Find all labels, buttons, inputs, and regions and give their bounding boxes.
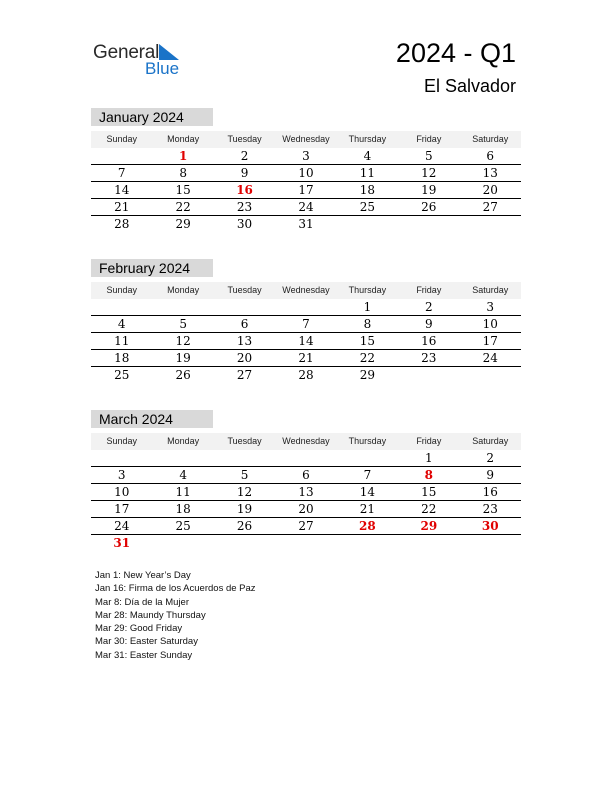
day-cell: 12 <box>421 166 437 180</box>
day-cell: 22 <box>359 351 376 365</box>
day-cell <box>337 450 398 466</box>
day-cell: 10 <box>482 317 498 331</box>
day-cell: 11 <box>175 485 191 499</box>
day-cell: 7 <box>117 166 126 180</box>
week-row <box>91 199 521 216</box>
day-cell: 15 <box>421 485 437 499</box>
day-cell <box>275 299 336 315</box>
day-cell: 14 <box>114 183 130 197</box>
holiday-item: Mar 28: Maundy Thursday <box>95 609 206 621</box>
day-cell <box>398 535 459 551</box>
week-row <box>91 367 521 383</box>
weekday-label: Wednesday <box>282 134 330 144</box>
month-grid <box>91 450 521 551</box>
day-cell: 16 <box>236 183 253 197</box>
month-march <box>91 410 521 551</box>
week-row <box>91 518 521 535</box>
day-cell <box>337 535 398 551</box>
day-cell: 28 <box>298 368 314 382</box>
day-cell: 5 <box>240 468 249 482</box>
day-cell: 12 <box>236 485 253 499</box>
day-cell: 10 <box>298 166 314 180</box>
day-cell: 9 <box>240 166 249 180</box>
month-label: March 2024 <box>91 410 213 428</box>
day-cell: 18 <box>359 183 376 197</box>
page-title: 2024 - Q1 <box>395 38 516 68</box>
day-cell: 6 <box>302 468 310 482</box>
day-cell: 27 <box>298 519 314 533</box>
weekday-label: Friday <box>416 134 442 144</box>
day-cell: 28 <box>359 519 376 533</box>
day-cell: 26 <box>236 519 253 533</box>
day-cell: 15 <box>359 334 376 348</box>
holiday-item: Jan 16: Firma de los Acuerdos de Paz <box>95 583 256 595</box>
day-cell: 8 <box>424 468 433 482</box>
day-cell: 21 <box>359 502 376 516</box>
day-cell <box>398 216 459 232</box>
weekday-label: Thursday <box>348 436 387 446</box>
day-cell: 16 <box>421 334 437 348</box>
weekday-label: Tuesday <box>227 134 262 144</box>
day-cell: 23 <box>482 502 498 516</box>
day-cell: 24 <box>114 519 130 533</box>
day-cell: 24 <box>482 351 498 365</box>
day-cell: 19 <box>421 183 437 197</box>
week-row <box>91 501 521 518</box>
day-cell: 15 <box>175 183 191 197</box>
month-february <box>91 259 521 383</box>
weekday-label: Monday <box>167 436 200 446</box>
holiday-list <box>95 569 256 662</box>
day-cell <box>91 299 152 315</box>
day-cell: 14 <box>359 485 376 499</box>
day-cell: 30 <box>481 519 499 533</box>
day-cell: 6 <box>486 149 495 163</box>
week-row <box>91 450 521 467</box>
weekday-label: Monday <box>167 285 200 295</box>
day-cell: 3 <box>117 468 126 482</box>
day-cell: 1 <box>425 451 433 465</box>
week-row <box>91 182 521 199</box>
day-cell <box>91 148 152 164</box>
holiday-item: Mar 29: Good Friday <box>95 623 183 635</box>
logo-text-general: General <box>93 42 160 63</box>
logo <box>93 40 193 80</box>
day-cell: 31 <box>298 217 314 231</box>
day-cell: 30 <box>236 217 253 231</box>
day-cell: 29 <box>420 519 438 533</box>
day-cell: 27 <box>236 368 253 382</box>
day-cell: 27 <box>482 200 498 214</box>
day-cell: 18 <box>175 502 191 516</box>
weekday-label: Tuesday <box>227 436 262 446</box>
day-cell: 4 <box>117 317 126 331</box>
weekday-header <box>91 433 521 450</box>
weekday-label: Monday <box>167 134 200 144</box>
day-cell: 19 <box>175 351 191 365</box>
day-cell: 7 <box>363 468 372 482</box>
day-cell: 3 <box>302 149 310 163</box>
day-cell: 21 <box>114 200 130 214</box>
day-cell: 4 <box>179 468 187 482</box>
week-row <box>91 148 521 165</box>
day-cell: 12 <box>175 334 191 348</box>
holiday-item: Mar 31: Easter Sunday <box>95 649 193 661</box>
day-cell: 17 <box>298 183 314 197</box>
day-cell: 9 <box>425 317 433 331</box>
month-grid <box>91 299 521 383</box>
day-cell <box>275 535 336 551</box>
day-cell <box>398 367 459 383</box>
day-cell: 25 <box>359 200 376 214</box>
week-row <box>91 484 521 501</box>
week-row <box>91 535 521 551</box>
day-cell: 1 <box>178 149 188 163</box>
weekday-label: Wednesday <box>282 285 330 295</box>
week-row <box>91 467 521 484</box>
day-cell: 16 <box>482 485 498 499</box>
weekday-label: Tuesday <box>227 285 262 295</box>
day-cell: 22 <box>175 200 191 214</box>
day-cell: 9 <box>486 468 495 482</box>
weekday-label: Wednesday <box>282 436 330 446</box>
week-row <box>91 299 521 316</box>
day-cell: 4 <box>363 149 372 163</box>
holiday-item: Mar 30: Easter Saturday <box>95 636 198 648</box>
day-cell: 25 <box>175 519 191 533</box>
holiday-item: Jan 1: New Year’s Day <box>95 570 191 581</box>
day-cell: 13 <box>482 166 498 180</box>
weekday-label: Saturday <box>472 134 509 144</box>
week-row <box>91 216 521 232</box>
weekday-label: Saturday <box>472 436 509 446</box>
day-cell: 21 <box>298 351 314 365</box>
month-january <box>91 108 521 232</box>
weekday-header <box>91 131 521 148</box>
week-row <box>91 316 521 333</box>
day-cell: 6 <box>240 317 249 331</box>
day-cell: 22 <box>421 502 437 516</box>
weekday-label: Sunday <box>106 285 137 295</box>
day-cell: 17 <box>114 502 130 516</box>
day-cell <box>214 299 275 315</box>
day-cell: 29 <box>359 368 376 382</box>
day-cell: 20 <box>298 502 314 516</box>
day-cell: 8 <box>179 166 187 180</box>
day-cell: 5 <box>425 149 433 163</box>
day-cell: 18 <box>114 351 130 365</box>
day-cell <box>214 535 275 551</box>
weekday-header <box>91 282 521 299</box>
day-cell: 5 <box>179 317 187 331</box>
day-cell <box>275 450 336 466</box>
weekday-label: Thursday <box>348 285 387 295</box>
day-cell: 7 <box>302 317 310 331</box>
day-cell: 26 <box>175 368 191 382</box>
day-cell: 29 <box>175 217 191 231</box>
day-cell: 13 <box>298 485 314 499</box>
day-cell: 23 <box>236 200 253 214</box>
weekday-label: Saturday <box>472 285 509 295</box>
day-cell: 11 <box>359 166 376 180</box>
day-cell: 1 <box>363 300 372 314</box>
day-cell: 3 <box>486 300 495 314</box>
day-cell: 24 <box>298 200 314 214</box>
day-cell: 17 <box>482 334 498 348</box>
month-label: February 2024 <box>91 259 213 277</box>
week-row <box>91 333 521 350</box>
day-cell: 2 <box>425 300 433 314</box>
day-cell: 26 <box>421 200 437 214</box>
day-cell <box>152 535 213 551</box>
logo-text-blue: Blue <box>145 59 180 78</box>
week-row <box>91 165 521 182</box>
day-cell: 10 <box>114 485 130 499</box>
weekday-label: Sunday <box>106 134 137 144</box>
country-name: El Salvador <box>423 76 516 96</box>
day-cell <box>214 450 275 466</box>
week-row <box>91 350 521 367</box>
day-cell: 2 <box>240 149 249 163</box>
day-cell: 11 <box>114 334 130 348</box>
weekday-label: Friday <box>416 436 442 446</box>
month-grid <box>91 148 521 232</box>
day-cell <box>337 216 398 232</box>
day-cell: 8 <box>363 317 372 331</box>
day-cell <box>152 299 213 315</box>
day-cell: 20 <box>236 351 253 365</box>
day-cell: 13 <box>236 334 253 348</box>
day-cell: 28 <box>114 217 130 231</box>
weekday-label: Friday <box>416 285 442 295</box>
day-cell: 25 <box>114 368 130 382</box>
day-cell: 19 <box>236 502 253 516</box>
day-cell: 20 <box>482 183 498 197</box>
month-label: January 2024 <box>91 108 213 126</box>
day-cell: 2 <box>486 451 495 465</box>
day-cell: 23 <box>421 351 437 365</box>
weekday-label: Thursday <box>348 134 387 144</box>
day-cell <box>460 216 521 232</box>
day-cell <box>460 367 521 383</box>
day-cell: 14 <box>298 334 314 348</box>
day-cell <box>152 450 213 466</box>
day-cell <box>460 535 521 551</box>
day-cell <box>91 450 152 466</box>
holiday-item: Mar 8: Día de la Mujer <box>95 596 189 608</box>
weekday-label: Sunday <box>106 436 137 446</box>
day-cell: 31 <box>113 536 131 550</box>
